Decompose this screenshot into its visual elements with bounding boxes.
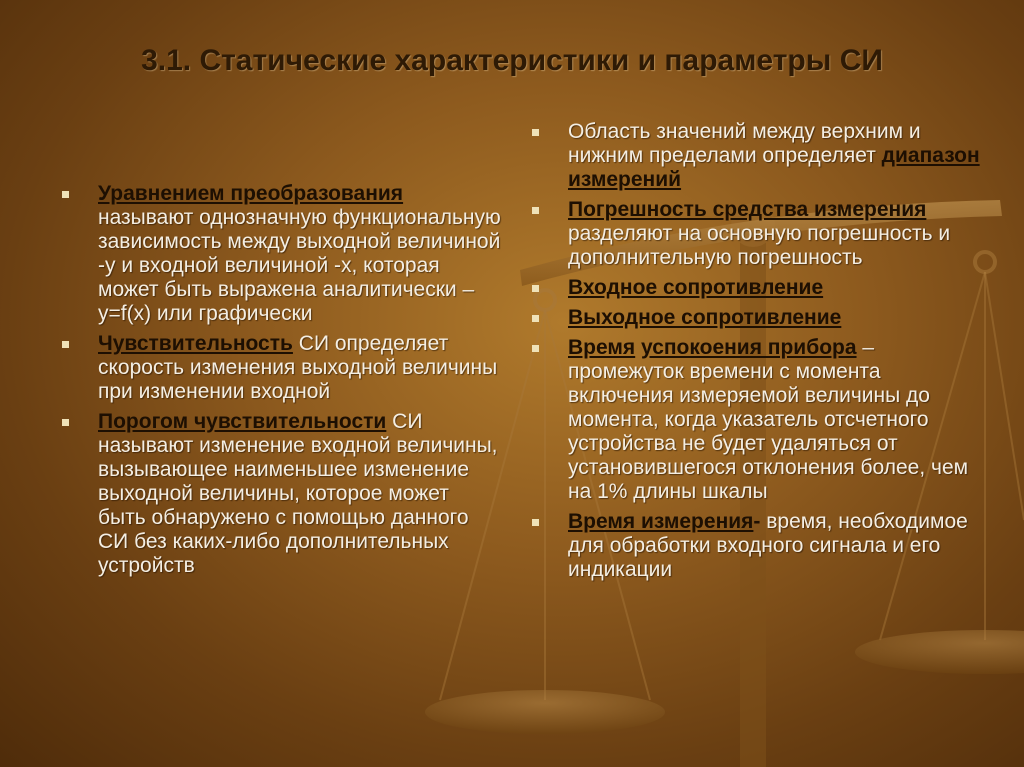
item-text: СИ определяет скорость изменения выходной величины при изменении входной [98, 332, 498, 403]
list-item [62, 332, 502, 404]
term-input-resistance: Входное сопротивление [568, 276, 824, 299]
bullet-icon [532, 345, 539, 352]
item-text: – промежуток времени с момента включения измеряемой величины до момента, когда указатель отсчетного устройства не будет удаляться от установившегося отклонения более, чем на 1% длины шкалы [568, 336, 969, 503]
term-time: Время [568, 336, 636, 359]
item-text: разделяют на основную погрешность и дополнительную погрешность [568, 222, 951, 269]
term-sensitivity: Чувствительность [98, 332, 293, 355]
list-item [532, 306, 982, 330]
bullet-icon [532, 285, 539, 292]
item-text: Область значений между верхним и нижним пределами определяет [568, 120, 921, 167]
term-conversion-equation: Уравнением преобразования [98, 182, 404, 205]
list-item [62, 182, 502, 326]
bullet-icon [62, 419, 69, 426]
bullet-icon [62, 341, 69, 348]
bullet-icon [532, 129, 539, 136]
item-text: СИ называют изменение входной величины, вызывающее наименьшее изменение выходной величины, которое может быть обнаружено с помощью данного СИ без каких-либо дополнительных устройств [98, 410, 498, 577]
list-item [532, 276, 982, 300]
term-instrument-error: Погрешность средства измерения [568, 198, 927, 221]
term-settling: успокоения прибора [641, 336, 857, 359]
left-column [62, 182, 502, 584]
bullet-icon [532, 315, 539, 322]
list-item [532, 336, 982, 504]
item-text: время, необходимое для обработки входного сигнала и его индикации [568, 510, 968, 581]
bullet-icon [62, 191, 69, 198]
item-text: называют однозначную функциональную зависимость между выходной величиной -y и входной величиной -x, которая может быть выражена аналитически – y=f(x) или графически [98, 206, 501, 325]
right-column [532, 120, 982, 588]
bullet-icon [532, 519, 539, 526]
term-dash: - [753, 510, 761, 533]
term-sensitivity-threshold: Порогом чувствительности [98, 410, 387, 433]
list-item [532, 120, 982, 192]
list-item [532, 510, 982, 582]
term-measurement-time: Время измерения [568, 510, 754, 533]
term-output-resistance: Выходное сопротивление [568, 306, 842, 329]
list-item [532, 198, 982, 270]
page-title: 3.1. Статические характеристики и параметры СИ [141, 44, 883, 77]
bullet-icon [532, 207, 539, 214]
list-item [62, 410, 502, 578]
term-measurement-range: диапазон измерений [568, 144, 980, 191]
